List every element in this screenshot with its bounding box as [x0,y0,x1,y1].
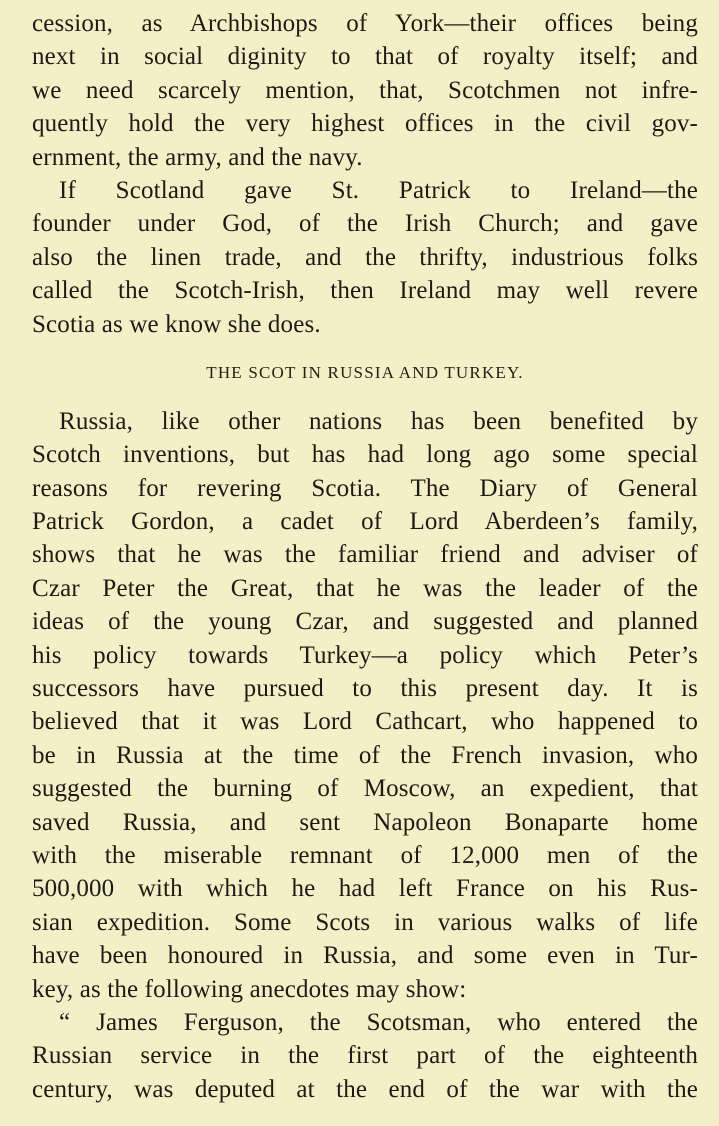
text-line: we need scarcely mention, that, Scotchmen not infre- [32,76,698,104]
text-line: with the miserable remnant of 12,000 men of the [32,841,698,869]
text-line: “ James Ferguson, the Scotsman, who entered the [59,1008,698,1036]
text-line: Russia, like other nations has been benefited by [59,407,698,435]
text-line: ernment, the army, and the navy. [32,143,363,171]
text-line: century, was deputed at the end of the war with the [32,1075,698,1103]
paragraph-russia [32,405,698,1006]
text-line: ideas of the young Czar, and suggested and planned [32,608,698,636]
text-line: be in Russia at the time of the French invasion, who [32,741,698,769]
paragraph-ferguson [32,1006,698,1106]
text-line: Russian service in the first part of the eighteenth [32,1042,698,1070]
text-line: 500,000 with which he had left France on his Rus- [32,875,698,903]
text-line: sian expedition. Some Scots in various walks of life [32,908,698,936]
text-line: shows that he was the familiar friend and adviser of [32,541,698,569]
text-line: reasons for revering Scotia. The Diary of General [32,474,698,502]
text-line: Scotch inventions, but has had long ago some special [32,441,698,469]
text-line: Patrick Gordon, a cadet of Lord Aberdeen’s family, [32,508,698,536]
text-line: Czar Peter the Great, that he was the leader of the [32,574,698,602]
text-line: Scotia as we know she does. [32,310,321,338]
section-heading: THE SCOT IN RUSSIA AND TURKEY. [206,362,524,382]
text-line: key, as the following anecdotes may show: [32,975,467,1003]
text-line: successors have pursued to this present day. It is [32,675,698,703]
text-line: suggested the burning of Moscow, an expedient, that [32,775,698,803]
text-line: founder under God, of the Irish Church; and gave [32,210,698,238]
text-line: have been honoured in Russia, and some even in Tur- [32,942,698,970]
text-line: cession, as Archbishops of York—their offices being [32,10,698,37]
text-line: saved Russia, and sent Napoleon Bonaparte home [32,808,698,836]
text-line: next in social diginity to that of royalty itself; and [32,43,698,71]
text-line: also the linen trade, and the thrifty, industrious folks [32,243,698,271]
paragraph-archbishops [32,7,698,174]
paragraph-st-patrick [32,174,698,341]
text-line: If Scotland gave St. Patrick to Ireland—the [59,176,698,204]
text-line: his policy towards Turkey—a policy which Peter’s [32,641,698,669]
text-line: quently hold the very highest offices in the civil gov- [32,110,698,138]
text-line: called the Scotch-Irish, then Ireland may well revere [32,277,698,305]
text-line: believed that it was Lord Cathcart, who happened to [32,708,698,736]
